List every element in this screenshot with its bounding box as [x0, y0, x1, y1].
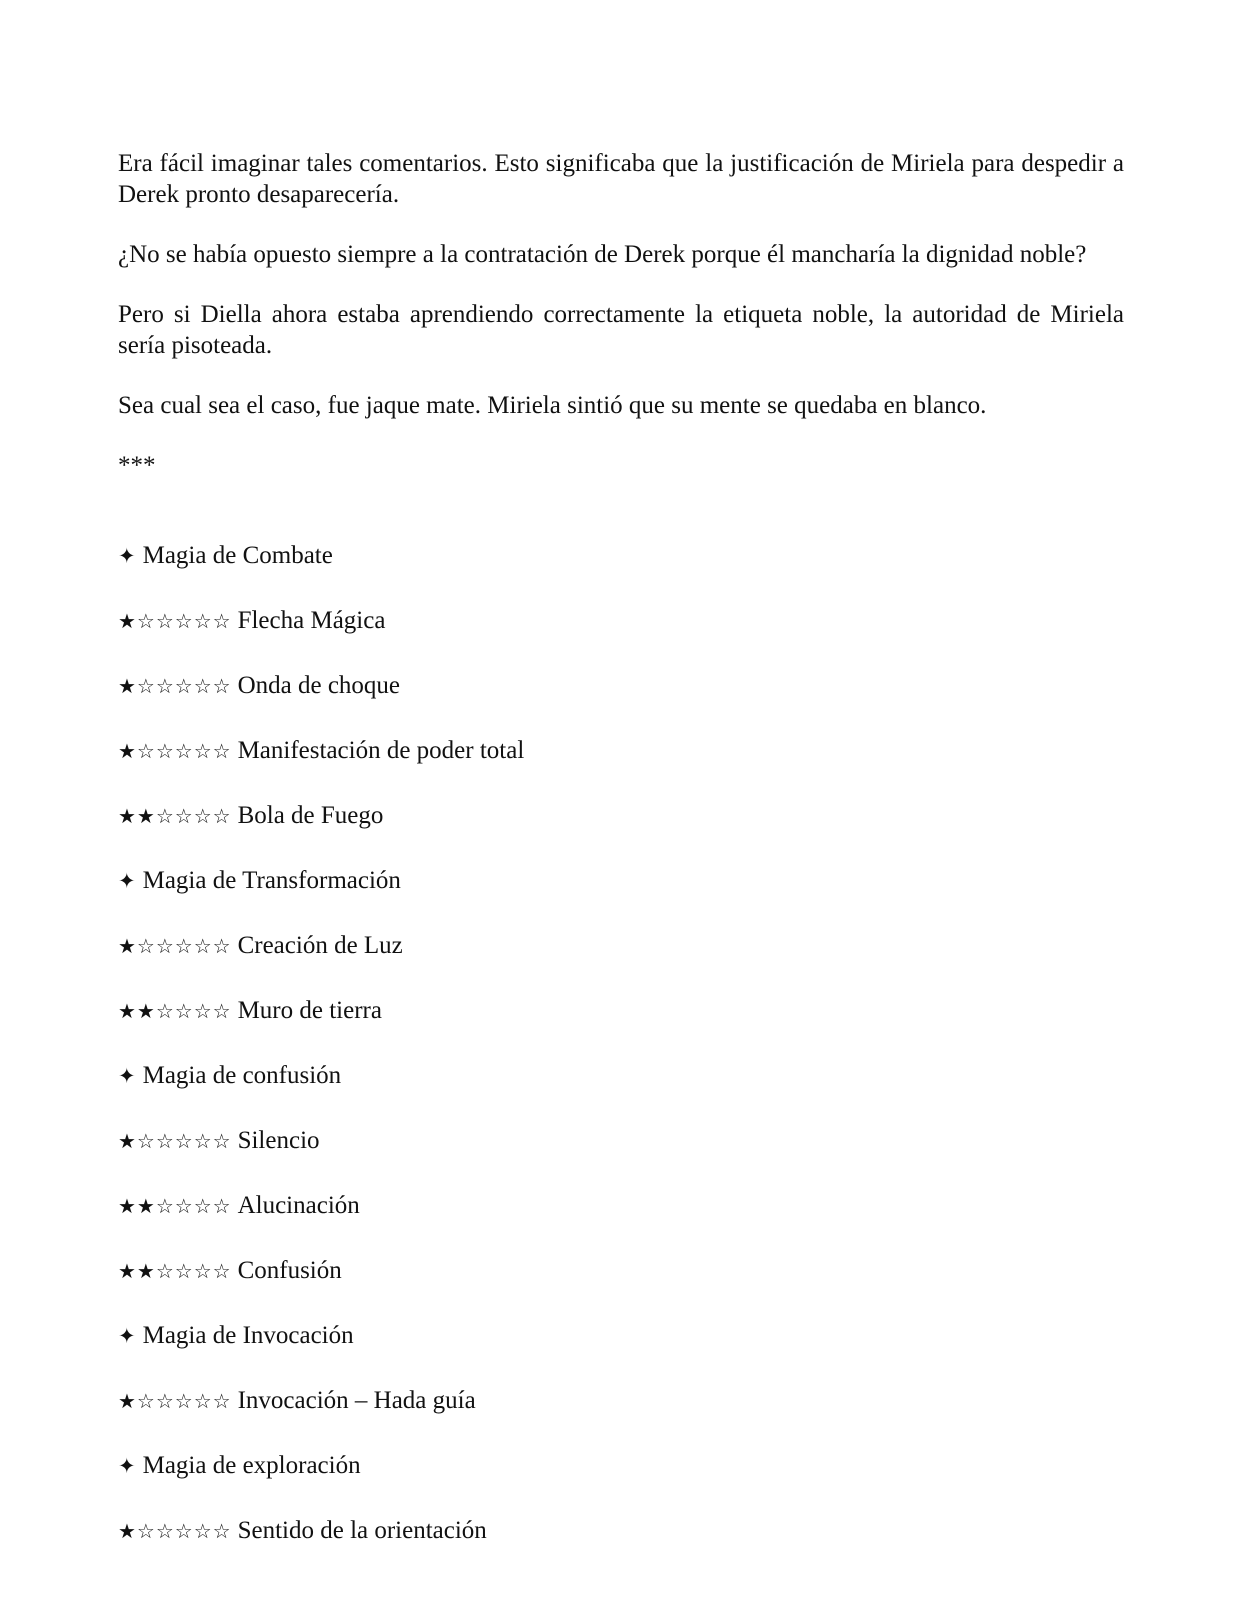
skill-label: Confusión: [237, 1257, 342, 1284]
sparkle-icon: ✦: [118, 1064, 137, 1088]
sparkle-icon: ✦: [118, 1324, 137, 1348]
sparkle-icon: ✦: [118, 544, 137, 568]
skill-entry: [118, 930, 403, 963]
star-rating-icon: ★★☆☆☆☆: [118, 1261, 232, 1283]
skill-category-label: Magia de confusión: [142, 1062, 342, 1089]
star-rating-icon: ★★☆☆☆☆: [118, 1001, 232, 1023]
star-rating-icon: ★★☆☆☆☆: [118, 1196, 232, 1218]
skill-label: Onda de choque: [237, 672, 401, 699]
star-rating-icon: ★☆☆☆☆☆: [118, 936, 232, 958]
skill-label: Creación de Luz: [237, 932, 403, 959]
skill-category-label: Magia de Combate: [142, 542, 333, 569]
skill-label: Manifestación de poder total: [237, 737, 525, 764]
star-rating-icon: ★☆☆☆☆☆: [118, 741, 232, 763]
skill-category-label: Magia de Transformación: [142, 867, 401, 894]
skill-entry: [118, 605, 385, 638]
paragraph: Era fácil imaginar tales comentarios. Esto significaba que la justificación de Miriela para despedir a Derek pronto desaparecería.: [118, 150, 1124, 208]
skill-category: [118, 1320, 354, 1352]
paragraph: Sea cual sea el caso, fue jaque mate. Miriela sintió que su mente se quedaba en blanco.: [118, 392, 987, 419]
skill-label: Bola de Fuego: [237, 802, 384, 829]
skill-entry: [118, 995, 382, 1028]
skill-category: [118, 1060, 341, 1092]
skill-entry: [118, 800, 383, 833]
scene-separator: ***: [118, 452, 156, 479]
skill-entry: [118, 1385, 476, 1418]
sparkle-icon: ✦: [118, 1454, 137, 1478]
star-rating-icon: ★☆☆☆☆☆: [118, 611, 232, 633]
skill-label: Alucinación: [237, 1192, 360, 1219]
star-rating-icon: ★☆☆☆☆☆: [118, 1521, 232, 1543]
skill-category: [118, 540, 333, 572]
sparkle-icon: ✦: [118, 869, 137, 893]
skill-entry: [118, 1125, 320, 1158]
skill-category: [118, 1450, 361, 1482]
skill-label: Flecha Mágica: [237, 607, 386, 634]
skill-label: Sentido de la orientación: [237, 1517, 487, 1544]
star-rating-icon: ★☆☆☆☆☆: [118, 1131, 232, 1153]
star-rating-icon: ★☆☆☆☆☆: [118, 676, 232, 698]
star-rating-icon: ★★☆☆☆☆: [118, 806, 232, 828]
skill-category: [118, 865, 401, 897]
paragraph: Pero si Diella ahora estaba aprendiendo correctamente la etiqueta noble, la autoridad de Miriela sería pisoteada.: [118, 301, 1124, 359]
narrative-text: [118, 148, 1124, 481]
skill-entry: [118, 670, 400, 703]
skill-label: Muro de tierra: [237, 997, 382, 1024]
skill-entry: [118, 1255, 342, 1288]
skill-entry: [118, 1515, 487, 1548]
skill-label: Invocación – Hada guía: [237, 1387, 476, 1414]
paragraph: ¿No se había opuesto siempre a la contratación de Derek porque él mancharía la dignidad noble?: [118, 241, 1087, 268]
skill-category-label: Magia de Invocación: [142, 1322, 354, 1349]
skill-entry: [118, 735, 524, 768]
skill-label: Silencio: [237, 1127, 320, 1154]
skill-category-label: Magia de exploración: [142, 1452, 361, 1479]
star-rating-icon: ★☆☆☆☆☆: [118, 1391, 232, 1413]
skill-entry: [118, 1190, 360, 1223]
